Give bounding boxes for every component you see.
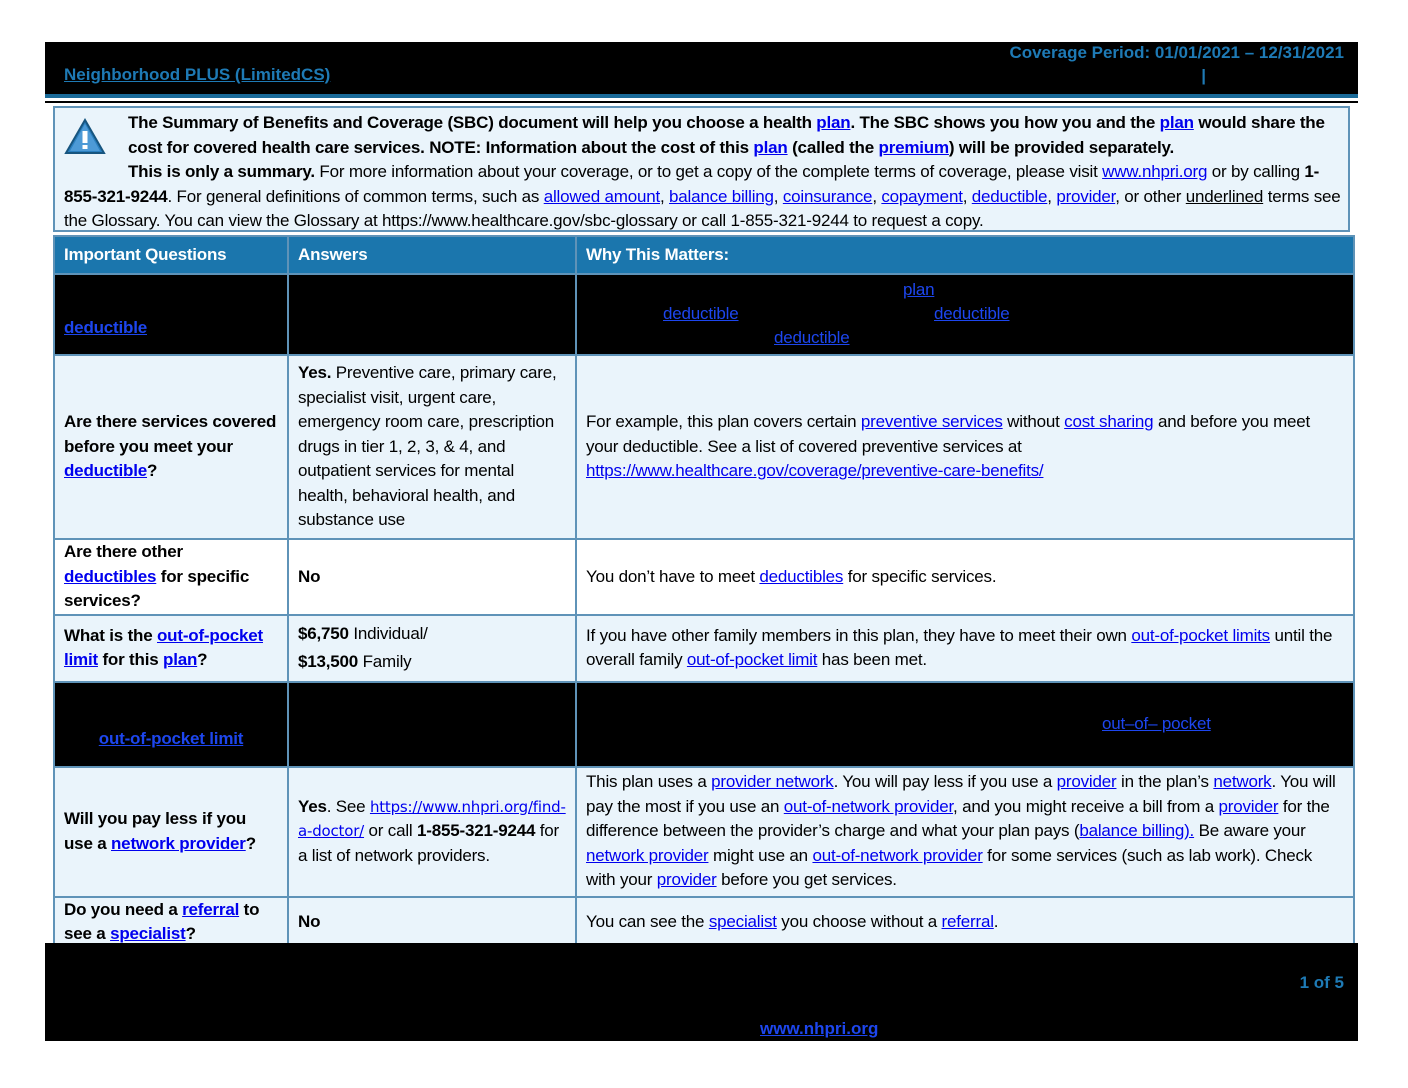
- glossary-link-specialist[interactable]: specialist: [708, 911, 777, 931]
- why-text: and before you meet your deductible. See a list of covered preventive services at: [586, 412, 1311, 456]
- table-row-deductible: [54, 274, 1354, 355]
- why-text: You don’t have to meet: [586, 566, 760, 586]
- header-rule-blue: [45, 94, 1358, 98]
- table-row-out-of-pocket-limit: [54, 615, 1354, 682]
- glossary-link-premium[interactable]: premium: [878, 137, 949, 157]
- question-text: for this: [97, 650, 164, 669]
- glossary-link-network-provider[interactable]: network provider: [111, 833, 246, 853]
- phone-number: 1-855-321-9244: [417, 821, 536, 841]
- col-header-answers: Answers: [288, 236, 576, 274]
- glossary-link-out-of-pocket-limit[interactable]: out-of-pocket limit: [686, 650, 818, 669]
- question-text: for specific services?: [64, 566, 250, 610]
- answer-yes: Yes: [298, 796, 327, 816]
- summary-note: This is only a summary.: [128, 162, 315, 181]
- glossary-link-deductibles[interactable]: deductibles: [64, 566, 157, 586]
- question-text: ?: [185, 924, 196, 943]
- glossary-link-out-of-network-provider[interactable]: out-of-network provider: [783, 796, 954, 816]
- comma: ,: [872, 186, 882, 206]
- comma: ,: [1047, 186, 1057, 206]
- answer-cell: [288, 355, 576, 539]
- answer-text: or call: [364, 821, 418, 841]
- question-text: ?: [197, 650, 208, 669]
- individual-limit: [298, 622, 566, 647]
- family-limit: [298, 650, 566, 675]
- coverage-period: Coverage Period: 01/01/2021 – 12/31/2021: [1009, 43, 1344, 62]
- question-cell: [54, 682, 288, 767]
- glossary-link-deductible[interactable]: deductible: [64, 317, 148, 337]
- why-text: .: [993, 911, 999, 931]
- why-text: for the difference between the provider’s charge and what your plan pays (: [586, 796, 1330, 841]
- why-text: until the overall family: [586, 625, 1333, 669]
- col-header-questions: Important Questions: [54, 236, 288, 274]
- why-text: might use an: [708, 845, 813, 865]
- question-cell: [54, 897, 288, 948]
- glossary-link-out-of-network-provider[interactable]: out-of-network provider: [812, 845, 983, 865]
- why-cell: [576, 767, 1354, 897]
- phone-number: 1-855-321-9244: [64, 162, 1320, 206]
- why-cell: [576, 615, 1354, 682]
- header-rule-black: [45, 101, 1358, 103]
- amount: $6,750: [298, 624, 349, 643]
- glossary-link-provider[interactable]: provider: [656, 870, 717, 890]
- intro-sentence: terms see the Glossary. You can view the Glossary at https://www.healthcare.gov/sbc-glossary or call 1-855-321-9244 to request a copy.: [64, 186, 1341, 230]
- why-cell: [576, 355, 1354, 539]
- question-text: to see a: [64, 899, 260, 943]
- why-text: before you get services.: [716, 870, 897, 890]
- answer-yes: Yes.: [298, 363, 332, 383]
- intro-box: [53, 106, 1350, 232]
- answer-text: for a list of network providers.: [298, 821, 559, 865]
- footer-band: [45, 943, 1358, 1041]
- question-cell: [54, 355, 288, 539]
- header-band: [45, 42, 1358, 94]
- question-text: Are there services covered before you meet your: [64, 412, 277, 456]
- why-text: . You will pay less if you use a: [833, 772, 1057, 792]
- glossary-link-cost-sharing[interactable]: cost sharing: [1064, 412, 1154, 432]
- glossary-link-provider-network[interactable]: provider network: [711, 772, 834, 792]
- table-header-row: [54, 236, 1354, 274]
- question-text: ?: [245, 833, 256, 853]
- question-text: ?: [147, 461, 158, 481]
- answer-cell: No: [288, 539, 576, 615]
- glossary-link-provider[interactable]: provider: [1218, 796, 1279, 816]
- table-row-not-included-in-limit: [54, 682, 1354, 767]
- glossary-link-specialist[interactable]: specialist: [110, 924, 186, 943]
- glossary-link-deductible[interactable]: deductible: [774, 328, 850, 347]
- glossary-link-preventive-services[interactable]: preventive services: [860, 412, 1003, 432]
- intro-text: [64, 111, 1342, 234]
- why-text: . You will pay the most if you use an: [586, 772, 1336, 816]
- answer-cell: No: [288, 897, 576, 948]
- benefits-table: [53, 235, 1355, 949]
- intro-sentence: . For general definitions of common terms, such as: [167, 186, 544, 206]
- why-cell: [576, 897, 1354, 948]
- glossary-link-copayment[interactable]: copayment: [881, 186, 963, 206]
- why-text: Be aware your: [1194, 821, 1306, 841]
- find-a-doctor-link[interactable]: https://www.nhpri.org/find-a-doctor/: [298, 797, 566, 841]
- why-text: in the plan’s: [1116, 772, 1214, 792]
- comma: ,: [962, 186, 972, 206]
- question-cell: [54, 539, 288, 615]
- glossary-link-out-of-pocket-limit[interactable]: out-of-pocket limit: [98, 729, 244, 748]
- why-text: you choose without a: [776, 911, 942, 931]
- glossary-link-deductible[interactable]: deductible: [934, 304, 1010, 323]
- why-text: has been met.: [817, 650, 927, 669]
- glossary-link-plan[interactable]: plan: [1159, 113, 1194, 132]
- why-text: for some services (such as lab work). Check with your: [586, 845, 1313, 890]
- glossary-link-deductibles[interactable]: deductibles: [759, 566, 844, 586]
- table-row-referral: [54, 897, 1354, 948]
- glossary-link-out-of-pocket-limit[interactable]: out-of-pocket limit: [64, 625, 263, 669]
- comma: ,: [660, 186, 670, 206]
- intro-sentence: would share the cost for covered health care services. NOTE: Information about the cost of this: [128, 113, 1325, 157]
- why-text: for specific services.: [843, 566, 997, 586]
- table-row-other-deductibles: [54, 539, 1354, 615]
- glossary-link-deductible[interactable]: deductible: [64, 461, 148, 481]
- glossary-link-plan[interactable]: plan: [163, 650, 198, 669]
- glossary-link-plan[interactable]: plan: [903, 280, 935, 299]
- answer-cell: [288, 615, 576, 682]
- why-text: , and you might receive a bill from a: [953, 796, 1219, 816]
- table-row-network-provider: [54, 767, 1354, 897]
- intro-sentence: . The SBC shows you how you and the: [850, 113, 1160, 132]
- glossary-link-network[interactable]: network: [1213, 772, 1272, 792]
- glossary-link-deductible[interactable]: deductible: [663, 304, 739, 323]
- glossary-link-balance-billing[interactable]: balance billing).: [1079, 821, 1195, 841]
- why-text: For example, this plan covers certain: [586, 412, 861, 432]
- intro-sentence: For more information about your coverage, or to get a copy of the complete terms of coverage, please visit: [314, 162, 1103, 181]
- glossary-link-out-of-pocket[interactable]: out–of– pocket: [1102, 713, 1211, 733]
- glossary-link-allowed-amount[interactable]: allowed amount: [543, 186, 660, 206]
- question-text: What is the: [64, 625, 157, 645]
- answer-text: . See: [326, 796, 370, 816]
- glossary-link-provider[interactable]: provider: [1056, 186, 1116, 206]
- why-cell: [576, 682, 1354, 767]
- intro-sentence: The Summary of Benefits and Coverage (SBC) document will help you choose a health: [128, 113, 817, 132]
- intro-sentence: , or other: [1115, 186, 1186, 206]
- glossary-link-coinsurance[interactable]: coinsurance: [782, 186, 873, 206]
- col-header-why: Why This Matters:: [576, 236, 1354, 274]
- plan-name[interactable]: Neighborhood PLUS (LimitedCS): [64, 65, 331, 84]
- preventive-benefits-link[interactable]: https://www.healthcare.gov/coverage/preventive-care-benefits/: [586, 461, 1044, 481]
- glossary-link-deductible[interactable]: deductible: [971, 186, 1048, 206]
- intro-sentence: (called the: [787, 137, 879, 157]
- amount-label: Individual/: [348, 624, 428, 643]
- question-cell: [54, 615, 288, 682]
- why-text: If you have other family members in this plan, they have to meet their own: [586, 625, 1132, 645]
- why-cell: [576, 539, 1354, 615]
- question-text: Do you need a: [64, 899, 183, 919]
- glossary-link-provider[interactable]: provider: [1056, 772, 1117, 792]
- question-cell: [54, 274, 288, 355]
- glossary-link-referral[interactable]: referral: [941, 911, 994, 931]
- answer-cell: [288, 274, 576, 355]
- sbc-page: [45, 42, 1358, 1041]
- comma: ,: [773, 186, 783, 206]
- glossary-link-referral[interactable]: referral: [182, 899, 240, 919]
- answer-cell: [288, 682, 576, 767]
- question-text: Are there other: [64, 542, 183, 561]
- why-cell: [576, 274, 1354, 355]
- glossary-link-out-of-pocket-limits[interactable]: out-of-pocket limits: [1131, 625, 1270, 645]
- glossary-link-plan[interactable]: plan: [753, 137, 788, 157]
- glossary-link-balance-billing[interactable]: balance billing: [669, 186, 774, 206]
- glossary-link-plan[interactable]: plan: [816, 113, 851, 132]
- table-row-services-before-deductible: [54, 355, 1354, 539]
- page-number: 1 of 5: [1299, 973, 1344, 992]
- answer-text: Preventive care, primary care, specialist visit, urgent care, emergency room care, prescription drugs in tier 1, 2, 3, & 4, and outpatient services for mental health, behavioral health, and substance use: [298, 363, 557, 530]
- underlined-term: underlined: [1185, 186, 1264, 206]
- site-link[interactable]: www.nhpri.org: [1102, 162, 1208, 181]
- footer-site-link[interactable]: www.nhpri.org: [760, 1019, 879, 1038]
- question-text: Will you pay less if you use a: [64, 809, 247, 853]
- why-text: without: [1002, 412, 1065, 432]
- answer-cell: [288, 767, 576, 897]
- header-separator: |: [1201, 66, 1206, 85]
- question-cell: [54, 767, 288, 897]
- intro-sentence: ) will be provided separately.: [948, 137, 1175, 157]
- amount: $13,500: [298, 651, 359, 671]
- why-text: You can see the: [586, 911, 709, 931]
- why-text: This plan uses a: [586, 772, 712, 792]
- glossary-link-network-provider[interactable]: network provider: [586, 845, 709, 865]
- intro-sentence: or by calling: [1207, 162, 1305, 181]
- amount-label: Family: [358, 651, 412, 671]
